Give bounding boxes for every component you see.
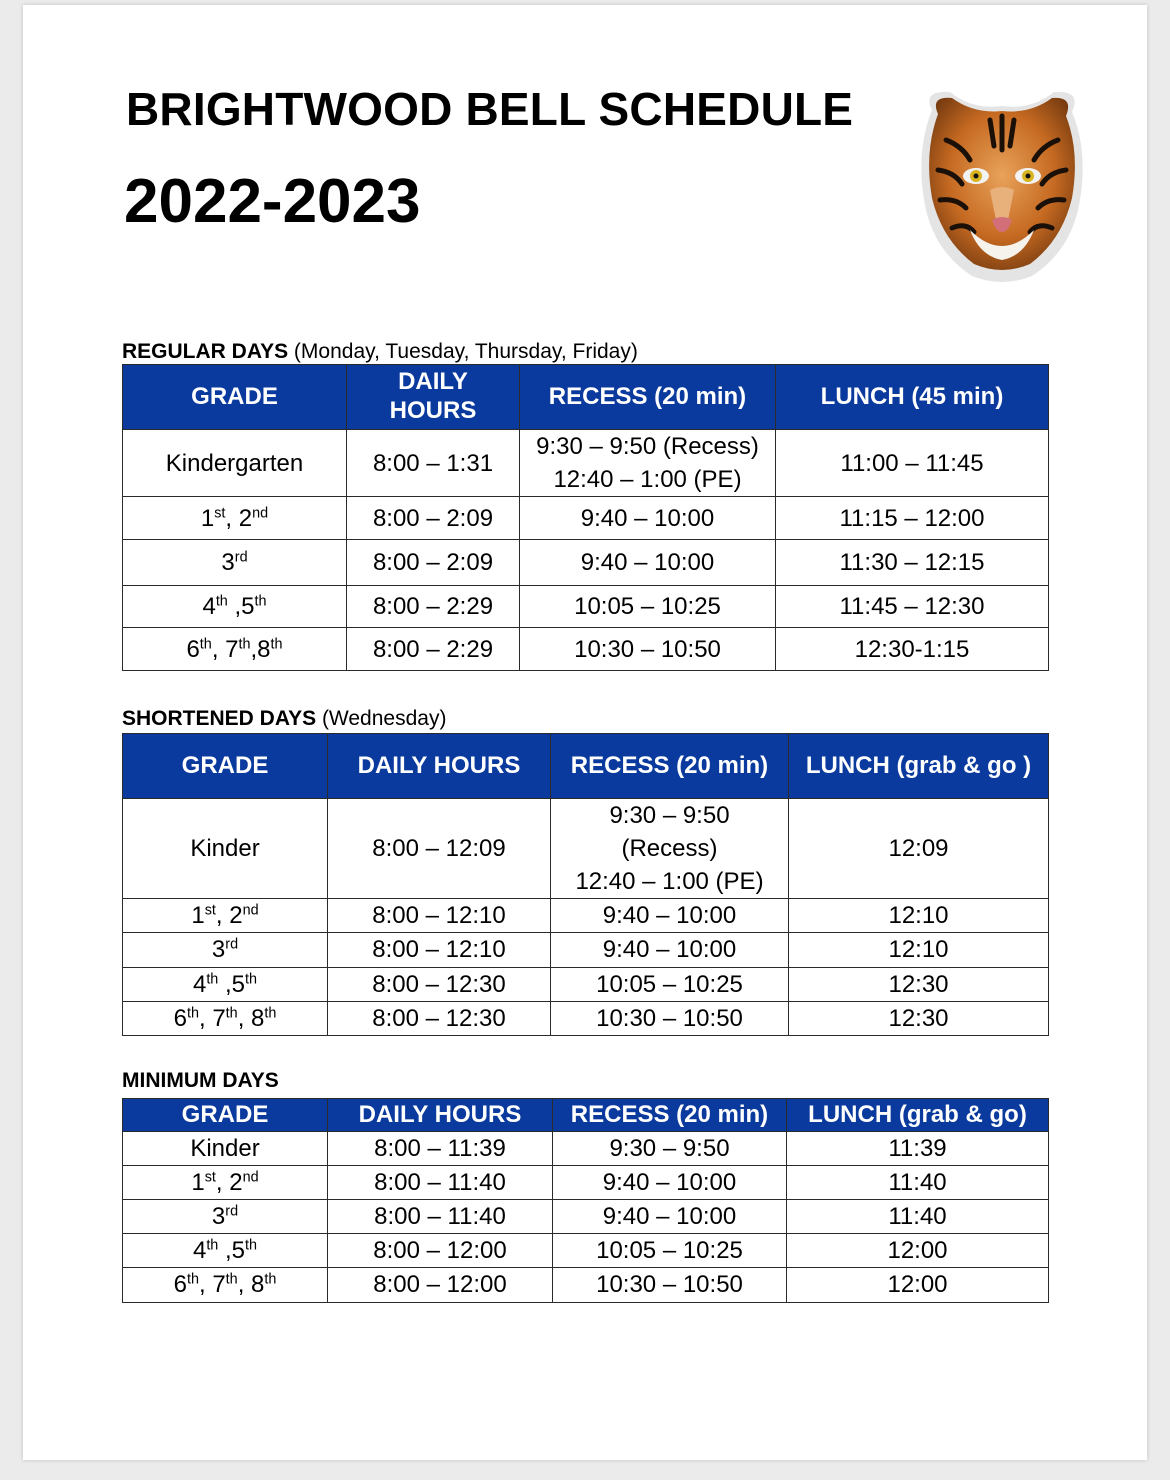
hours-cell: 8:00 – 11:39 [328,1132,553,1166]
lunch-cell: 12:10 [789,899,1049,933]
lunch-cell: 11:00 – 11:45 [776,430,1049,497]
table-header-row [123,365,1049,430]
recess-header: RECESS (20 min) [553,1099,787,1132]
grade-cell: 1st, 2nd [123,899,328,933]
hours-cell: 8:00 – 2:09 [347,497,520,540]
lunch-cell: 11:30 – 12:15 [776,540,1049,586]
grade-cell: Kindergarten [123,430,347,497]
hours-cell: 8:00 – 11:40 [328,1200,553,1234]
hours-cell: 8:00 – 1:31 [347,430,520,497]
grade-header: GRADE [123,1099,328,1132]
hours-cell: 8:00 – 2:29 [347,586,520,628]
recess-cell: 9:30 – 9:50 [553,1132,787,1166]
shortened-days-table [122,733,1049,1036]
lunch-cell: 11:45 – 12:30 [776,586,1049,628]
recess-cell: 9:40 – 10:00 [551,933,789,967]
grade-header: GRADE [123,365,347,430]
lunch-cell: 12:30 [789,967,1049,1001]
daily-hours-header: DAILY HOURS [347,365,520,430]
table-row [123,1166,1049,1200]
table-row [123,967,1049,1001]
table-header-row [123,1099,1049,1132]
lunch-header: LUNCH (45 min) [776,365,1049,430]
minimum-days-table [122,1098,1049,1303]
table-row [123,497,1049,540]
regular-days-table [122,364,1049,671]
recess-cell: 9:40 – 10:00 [520,540,776,586]
grade-cell: 6th, 7th, 8th [123,1001,328,1035]
hours-cell: 8:00 – 2:09 [347,540,520,586]
lunch-cell: 11:40 [787,1200,1049,1234]
recess-cell: 10:30 – 10:50 [553,1268,787,1302]
daily-hours-header: DAILY HOURS [328,1099,553,1132]
grade-cell: 6th, 7th, 8th [123,1268,328,1302]
lunch-cell: 11:40 [787,1166,1049,1200]
hours-cell: 8:00 – 12:30 [328,1001,551,1035]
tiger-head-icon [912,80,1092,290]
lunch-cell: 12:09 [789,799,1049,899]
grade-cell: Kinder [123,1132,328,1166]
recess-cell: 9:40 – 10:00 [553,1166,787,1200]
daily-hours-header: DAILY HOURS [328,734,551,799]
recess-cell: 10:30 – 10:50 [520,628,776,671]
grade-cell: 1st, 2nd [123,497,347,540]
table-row [123,586,1049,628]
hours-cell: 8:00 – 12:10 [328,933,551,967]
lunch-cell: 11:15 – 12:00 [776,497,1049,540]
minimum-days-label: MINIMUM DAYS [122,1069,279,1092]
hours-cell: 8:00 – 12:00 [328,1234,553,1268]
table-row [123,430,1049,497]
recess-header: RECESS (20 min) [520,365,776,430]
recess-cell: 10:05 – 10:25 [551,967,789,1001]
lunch-cell: 12:30 [789,1001,1049,1035]
recess-cell: 9:40 – 10:00 [551,899,789,933]
recess-cell: 9:40 – 10:00 [553,1200,787,1234]
recess-cell: 10:05 – 10:25 [553,1234,787,1268]
grade-header: GRADE [123,734,328,799]
recess-cell: 9:30 – 9:50 (Recess) 12:40 – 1:00 (PE) [520,430,776,497]
recess-cell: 9:40 – 10:00 [520,497,776,540]
lunch-cell: 11:39 [787,1132,1049,1166]
lunch-header: LUNCH (grab & go) [787,1099,1049,1132]
table-row [123,933,1049,967]
table-row [123,1132,1049,1166]
table-row [123,540,1049,586]
recess-cell: 9:30 – 9:50 (Recess) 12:40 – 1:00 (PE) [551,799,789,899]
hours-cell: 8:00 – 11:40 [328,1166,553,1200]
grade-cell: 3rd [123,540,347,586]
lunch-cell: 12:00 [787,1234,1049,1268]
table-row [123,628,1049,671]
recess-cell: 10:30 – 10:50 [551,1001,789,1035]
table-row [123,899,1049,933]
grade-cell: Kinder [123,799,328,899]
hours-cell: 8:00 – 12:09 [328,799,551,899]
table-row [123,1234,1049,1268]
hours-cell: 8:00 – 12:30 [328,967,551,1001]
table-row [123,1200,1049,1234]
table-header-row [123,734,1049,799]
shortened-days-label: SHORTENED DAYS (Wednesday) [122,707,447,730]
hours-cell: 8:00 – 12:10 [328,899,551,933]
recess-header: RECESS (20 min) [551,734,789,799]
grade-cell: 4th ,5th [123,967,328,1001]
regular-days-label: REGULAR DAYS (Monday, Tuesday, Thursday, Friday) [122,340,638,363]
table-row [123,799,1049,899]
hours-cell: 8:00 – 2:29 [347,628,520,671]
lunch-cell: 12:30-1:15 [776,628,1049,671]
lunch-cell: 12:10 [789,933,1049,967]
table-row [123,1268,1049,1302]
grade-cell: 3rd [123,933,328,967]
grade-cell: 3rd [123,1200,328,1234]
school-year: 2022-2023 [124,167,421,236]
page-title: BRIGHTWOOD BELL SCHEDULE [126,83,854,135]
lunch-cell: 12:00 [787,1268,1049,1302]
hours-cell: 8:00 – 12:00 [328,1268,553,1302]
grade-cell: 4th ,5th [123,586,347,628]
recess-cell: 10:05 – 10:25 [520,586,776,628]
table-row [123,1001,1049,1035]
lunch-header: LUNCH (grab & go ) [789,734,1049,799]
grade-cell: 1st, 2nd [123,1166,328,1200]
grade-cell: 6th, 7th,8th [123,628,347,671]
grade-cell: 4th ,5th [123,1234,328,1268]
